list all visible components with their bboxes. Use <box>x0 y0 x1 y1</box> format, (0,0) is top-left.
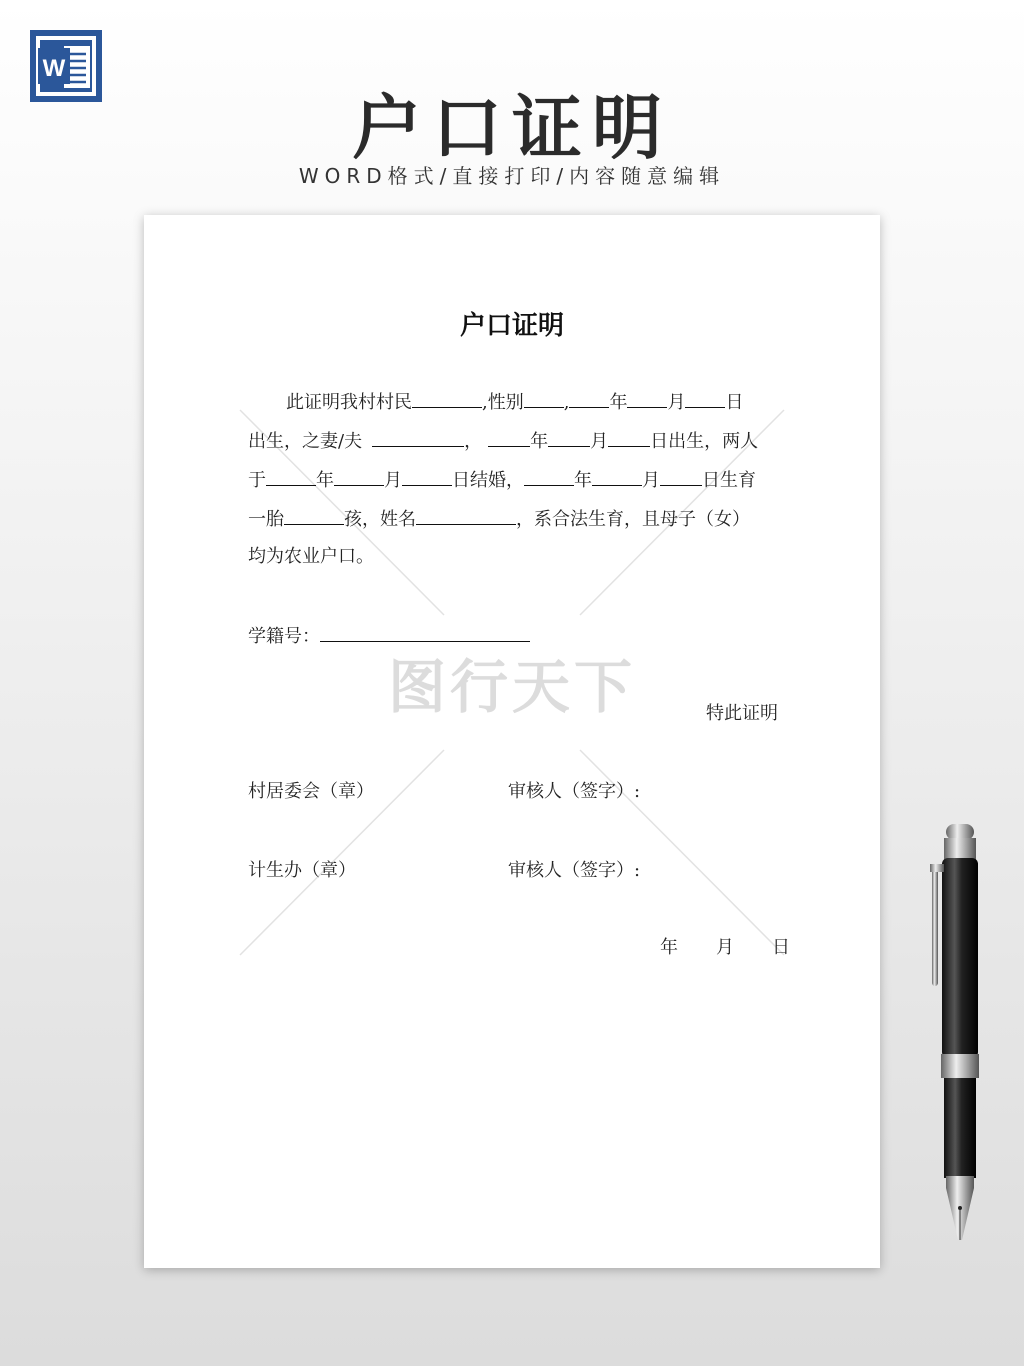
date-row: 年 月 日 <box>660 937 790 958</box>
svg-text:图行天下: 图行天下 <box>387 653 637 721</box>
certify-text: 特此证明 <box>706 703 778 724</box>
blank-field[interactable] <box>569 389 609 408</box>
page-title: 户口证明 <box>352 87 672 169</box>
student-id-label: 学籍号： <box>248 626 320 647</box>
paragraph-line-4: 一胎 孩，姓名 ，系合法生育，且母子（女） <box>248 506 750 532</box>
watermark <box>144 215 880 1268</box>
blank-field[interactable] <box>416 506 516 525</box>
student-id-field[interactable] <box>320 623 530 642</box>
reviewer-signature-2: 审核人（签字）: <box>508 860 641 881</box>
blank-field[interactable] <box>372 428 464 447</box>
blank-field[interactable] <box>524 389 564 408</box>
village-committee-seal: 村居委会（章） <box>248 781 374 802</box>
fountain-pen-icon <box>920 820 990 1260</box>
page-subtitle: WORD格式/直接打印/内容随意编辑 <box>298 164 726 188</box>
blank-field[interactable] <box>592 467 642 486</box>
paragraph-line-2: 出生，之妻/夫 ， 年 月 日出生，两人 <box>248 428 758 454</box>
blank-field[interactable] <box>402 467 452 486</box>
blank-field[interactable] <box>412 389 482 408</box>
paragraph-line-1: 此证明我村村民 ,性别 , 年 月 日 <box>248 389 743 415</box>
blank-field[interactable] <box>660 467 702 486</box>
document-title: 户口证明 <box>459 311 564 341</box>
document-page <box>144 215 880 1268</box>
blank-field[interactable] <box>627 389 667 408</box>
blank-field[interactable] <box>284 506 344 525</box>
svg-text:W: W <box>42 55 66 82</box>
blank-field[interactable] <box>685 389 725 408</box>
blank-field[interactable] <box>524 467 574 486</box>
blank-field[interactable] <box>266 467 316 486</box>
family-planning-seal: 计生办（章） <box>248 860 356 881</box>
blank-field[interactable] <box>548 428 590 447</box>
blank-field[interactable] <box>608 428 650 447</box>
reviewer-signature-1: 审核人（签字）: <box>508 781 641 802</box>
paragraph-line-5: 均为农业户口。 <box>248 546 374 567</box>
student-id-row <box>248 623 530 649</box>
paragraph-line-3: 于 年 月 日结婚， 年 月 日生育 <box>248 467 756 493</box>
blank-field[interactable] <box>334 467 384 486</box>
blank-field[interactable] <box>488 428 530 447</box>
